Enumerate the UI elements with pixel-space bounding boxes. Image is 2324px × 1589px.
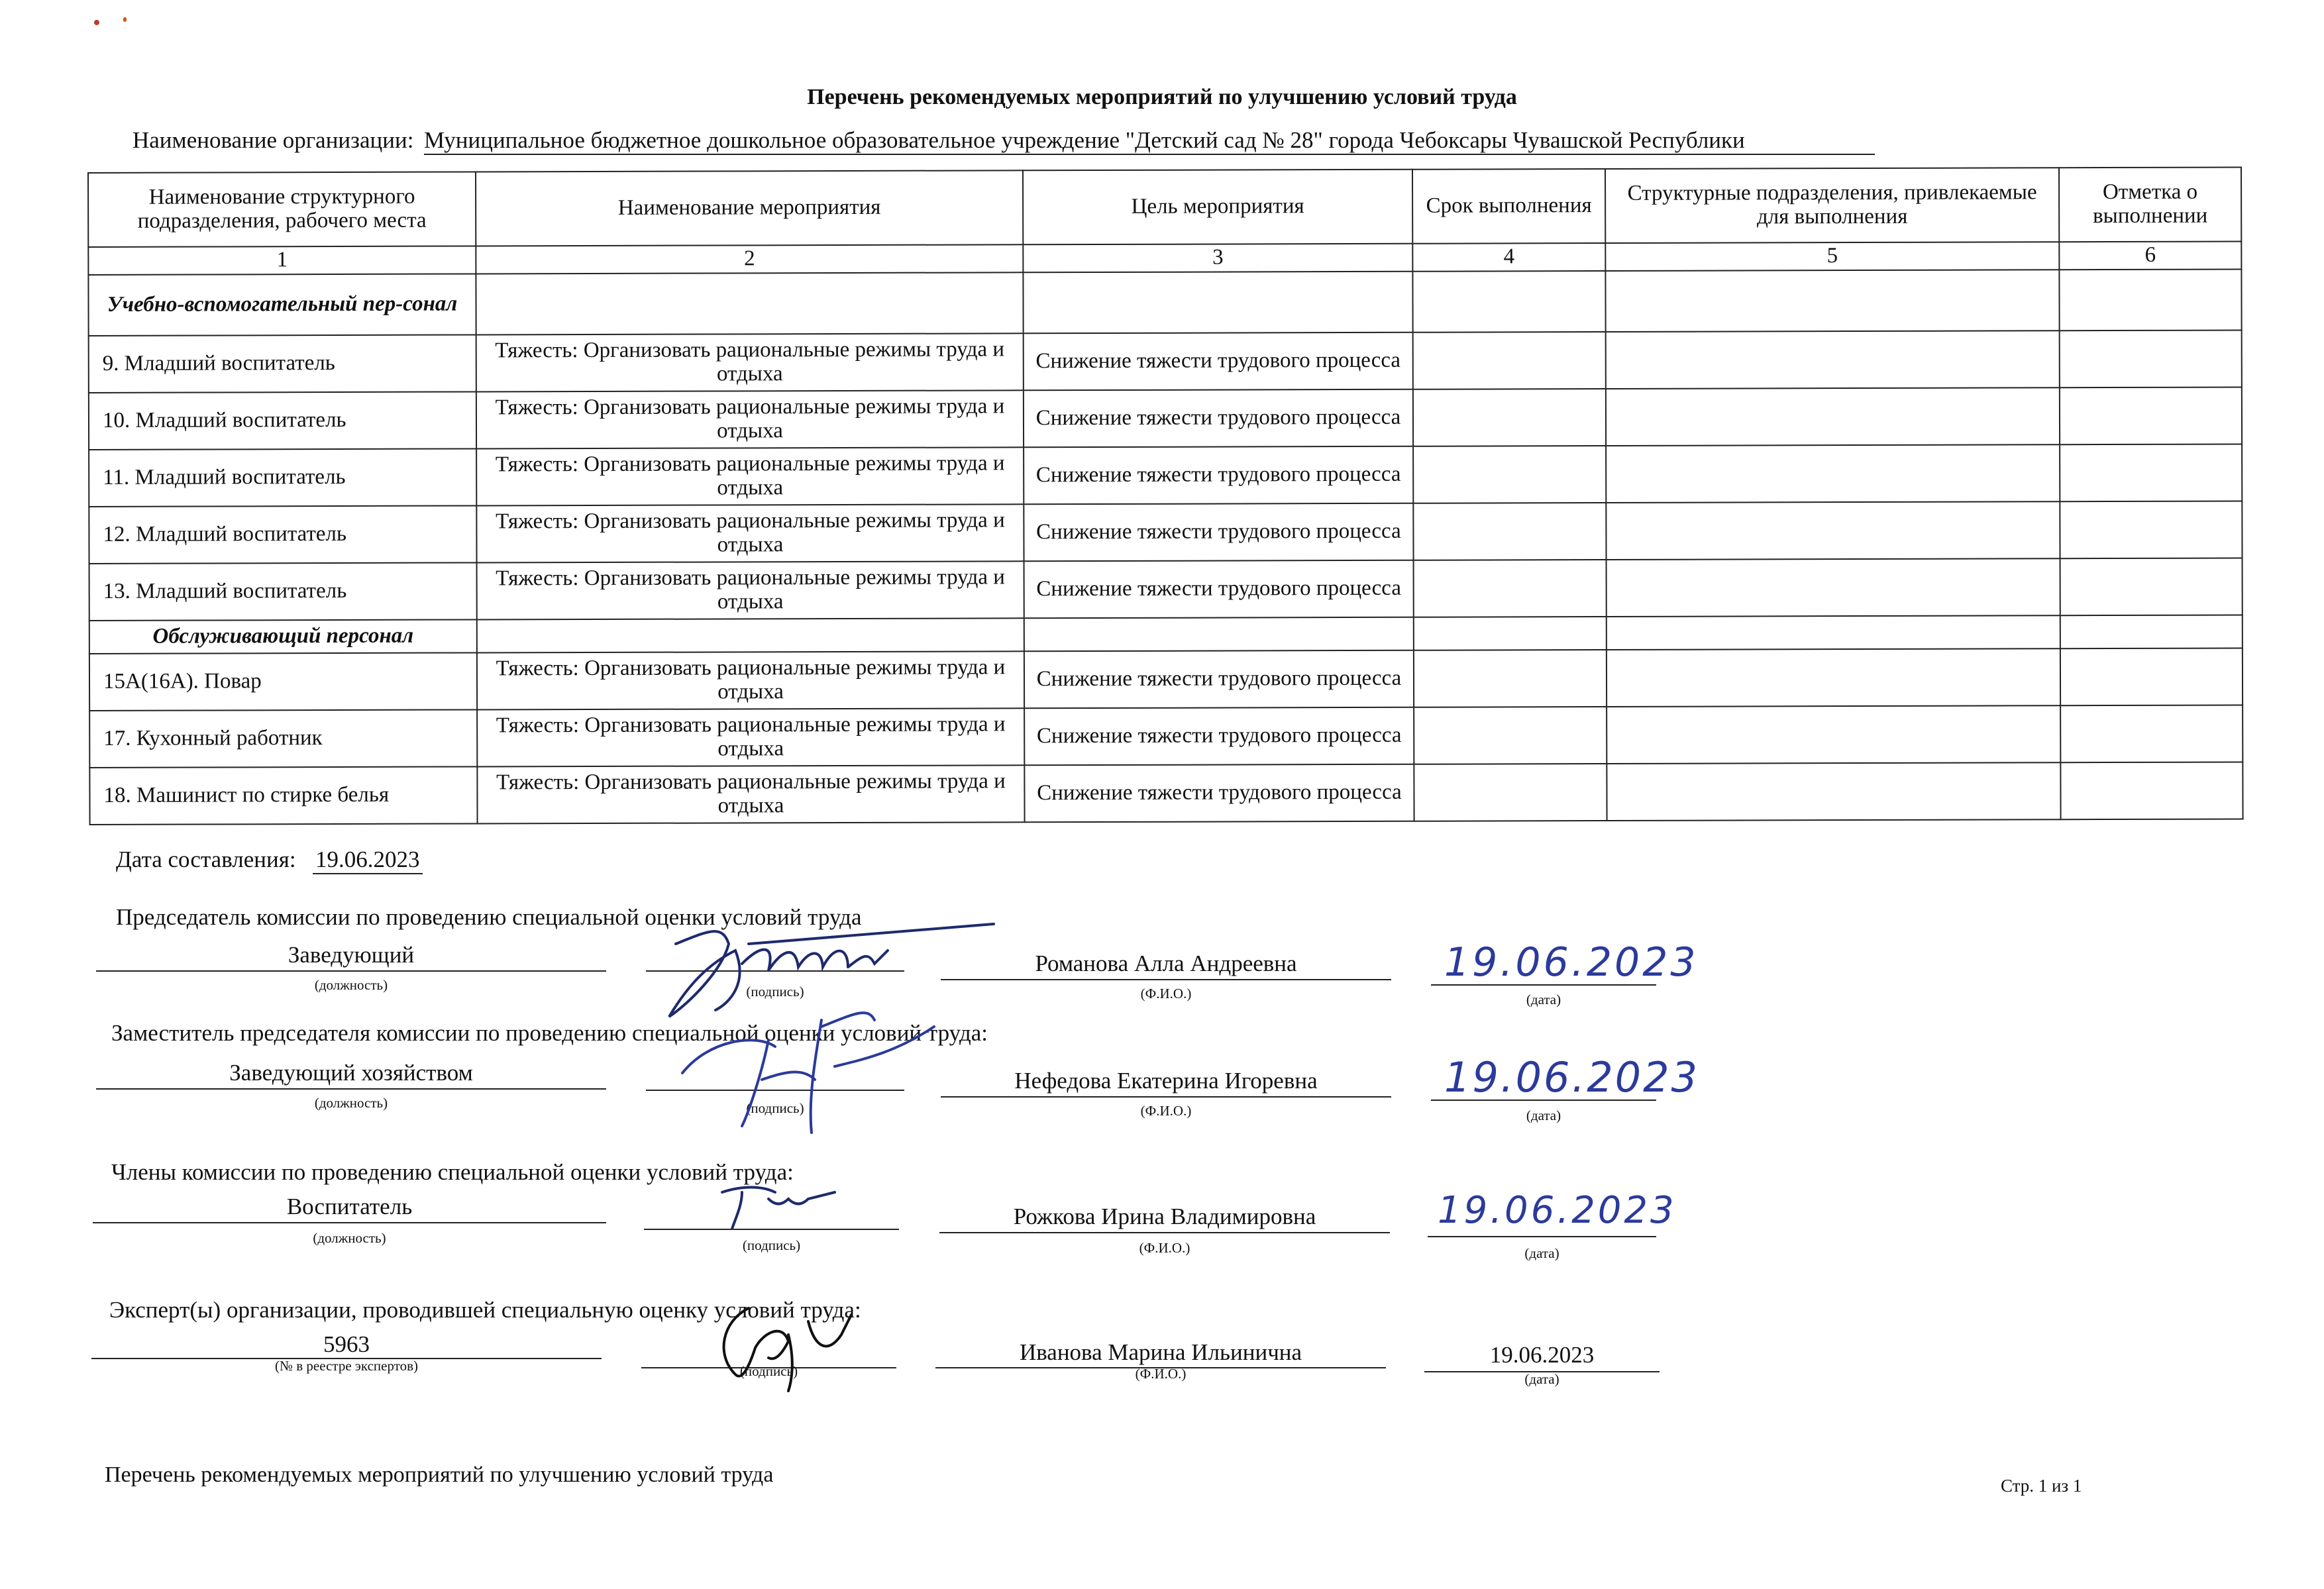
deputy-name-caption: (Ф.И.О.) bbox=[1140, 1103, 1192, 1119]
column-number: 4 bbox=[1412, 243, 1605, 272]
table-row bbox=[89, 558, 2243, 621]
measure-cell: Тяжесть: Организовать рациональные режимы труда и отдыха bbox=[476, 390, 1024, 448]
expert-signature-caption: (подпись) bbox=[739, 1363, 798, 1379]
members-name: Рожкова Ирина Владимировна bbox=[1013, 1204, 1316, 1229]
members-position: Воспитатель bbox=[286, 1194, 413, 1219]
scan-speck bbox=[94, 20, 99, 25]
table-row bbox=[89, 762, 2243, 825]
goal-cell: Снижение тяжести трудового процесса bbox=[1024, 650, 1414, 709]
expert-name-line bbox=[935, 1337, 1386, 1368]
workplace-cell: 10. Младший воспитатель bbox=[89, 391, 476, 450]
footer-text: Перечень рекомендуемых мероприятий по улучшению условий труда bbox=[105, 1462, 774, 1487]
members-date: 19.06.2023 bbox=[1438, 1189, 1677, 1232]
date-compiled-value: 19.06.2023 bbox=[313, 846, 423, 874]
measure-cell: Тяжесть: Организовать рациональные режимы труда и отдыха bbox=[477, 708, 1024, 766]
page-number: Стр. 1 из 1 bbox=[2001, 1476, 2082, 1496]
chair-position-caption: (должность) bbox=[314, 977, 388, 993]
section-row bbox=[88, 269, 2241, 336]
members-name-line bbox=[939, 1201, 1390, 1233]
measures-table bbox=[87, 166, 2244, 825]
expert-signature-image bbox=[709, 1295, 861, 1394]
workplace-cell: 17. Кухонный работник bbox=[89, 709, 477, 768]
measure-cell: Тяжесть: Организовать рациональные режимы труда и отдыха bbox=[477, 561, 1024, 619]
measure-cell: Тяжесть: Организовать рациональные режимы труда и отдыха bbox=[477, 765, 1024, 823]
members-date-caption: (дата) bbox=[1524, 1245, 1559, 1261]
workplace-cell: 9. Младший воспитатель bbox=[89, 334, 476, 393]
chair-position: Заведующий bbox=[288, 942, 415, 968]
chair-name: Романова Алла Андреевна bbox=[1035, 950, 1297, 976]
measure-cell: Тяжесть: Организовать рациональные режимы труда и отдыха bbox=[476, 504, 1024, 562]
deputy-date: 19.06.2023 bbox=[1444, 1053, 1699, 1102]
column-number: 2 bbox=[476, 244, 1023, 274]
goal-cell: Снижение тяжести трудового процесса bbox=[1024, 446, 1413, 505]
members-position-line bbox=[93, 1191, 606, 1223]
members-heading: Члены комиссии по проведению специальной оценки условий труда: bbox=[111, 1159, 794, 1185]
page-title: Перечень рекомендуемых мероприятий по улучшению условий труда bbox=[807, 85, 1517, 109]
header-goal: Цель мероприятия bbox=[1023, 170, 1412, 245]
expert-date-line bbox=[1424, 1339, 1660, 1372]
header-departments: Структурные подразделения, привлекаемые для выполнения bbox=[1605, 168, 2059, 243]
table-row bbox=[89, 387, 2242, 450]
deputy-date-caption: (дата) bbox=[1526, 1107, 1561, 1123]
deputy-heading: Заместитель председателя комиссии по проведению специальной оценки условий труда: bbox=[111, 1020, 988, 1046]
expert-name: Иванова Марина Ильинична bbox=[1019, 1339, 1302, 1365]
goal-cell: Снижение тяжести трудового процесса bbox=[1024, 560, 1414, 619]
header-measure: Наименование мероприятия bbox=[476, 170, 1023, 246]
deputy-signature-image bbox=[669, 1000, 947, 1139]
table-row bbox=[89, 501, 2242, 564]
header-deadline: Срок выполнения bbox=[1412, 169, 1605, 244]
deputy-position: Заведующий хозяйством bbox=[229, 1060, 473, 1086]
expert-heading: Эксперт(ы) организации, проводившей специальную оценку условий труда: bbox=[109, 1297, 861, 1323]
deputy-name: Нефедова Екатерина Игоревна bbox=[1014, 1068, 1318, 1094]
measure-cell: Тяжесть: Организовать рациональные режимы труда и отдыха bbox=[476, 333, 1024, 391]
members-signature-caption: (подпись) bbox=[742, 1237, 801, 1253]
table-row bbox=[89, 444, 2242, 507]
org-name: Муниципальное бюджетное дошкольное образовательное учреждение "Детский сад № 28" города Чебоксары Чувашской Республики bbox=[424, 127, 1875, 155]
section-row bbox=[89, 615, 2243, 654]
expert-registry-caption: (№ в реестре экспертов) bbox=[274, 1358, 419, 1374]
measure-cell: Тяжесть: Организовать рациональные режимы труда и отдыха bbox=[477, 651, 1024, 709]
table-row bbox=[89, 330, 2242, 393]
scan-speck bbox=[123, 17, 127, 22]
expert-date-caption: (дата) bbox=[1524, 1371, 1559, 1387]
header-place: Наименование структурного подразделения, рабочего места bbox=[88, 172, 476, 247]
goal-cell: Снижение тяжести трудового процесса bbox=[1024, 503, 1413, 562]
workplace-cell: 18. Машинист по стирке белья bbox=[89, 766, 477, 825]
expert-registry-line bbox=[91, 1329, 602, 1359]
workplace-cell: 12. Младший воспитатель bbox=[89, 505, 476, 564]
chair-date: 19.06.2023 bbox=[1444, 939, 1699, 986]
chair-signature-caption: (подпись) bbox=[746, 984, 804, 1000]
goal-cell: Снижение тяжести трудового процесса bbox=[1024, 389, 1413, 448]
goal-cell: Снижение тяжести трудового процесса bbox=[1024, 764, 1414, 823]
column-number: 3 bbox=[1023, 244, 1412, 273]
table-row bbox=[89, 705, 2243, 768]
chair-heading: Председатель комиссии по проведению специальной оценки условий труда bbox=[116, 904, 862, 930]
goal-cell: Снижение тяжести трудового процесса bbox=[1024, 707, 1414, 766]
column-number: 6 bbox=[2059, 241, 2241, 270]
org-label: Наименование организации: bbox=[132, 127, 414, 153]
workplace-cell: 11. Младший воспитатель bbox=[89, 448, 476, 507]
expert-date: 19.06.2023 bbox=[1489, 1342, 1595, 1368]
date-compiled-label: Дата составления: bbox=[116, 846, 296, 872]
members-name-caption: (Ф.И.О.) bbox=[1139, 1240, 1190, 1256]
workplace-cell: 13. Младший воспитатель bbox=[89, 562, 477, 621]
deputy-signature-caption: (подпись) bbox=[746, 1100, 804, 1116]
chair-date-caption: (дата) bbox=[1526, 992, 1561, 1007]
expert-name-caption: (Ф.И.О.) bbox=[1135, 1366, 1187, 1382]
table-header-row bbox=[88, 167, 2241, 247]
members-position-caption: (должность) bbox=[313, 1230, 386, 1246]
workplace-cell: 15А(16А). Повар bbox=[89, 652, 477, 711]
goal-cell: Снижение тяжести трудового процесса bbox=[1024, 333, 1413, 391]
section-title: Учебно-вспомогательный пер-сонал bbox=[88, 274, 476, 336]
section-title: Обслуживающий персонал bbox=[89, 619, 477, 654]
column-number: 1 bbox=[88, 246, 476, 275]
header-completion: Отметка о выполнении bbox=[2059, 167, 2241, 242]
chair-position-line bbox=[96, 939, 606, 972]
deputy-position-caption: (должность) bbox=[314, 1095, 388, 1111]
table-row bbox=[89, 648, 2243, 711]
column-number: 5 bbox=[1605, 242, 2059, 271]
members-signature-image bbox=[715, 1172, 848, 1232]
measure-cell: Тяжесть: Организовать рациональные режимы труда и отдыха bbox=[476, 447, 1024, 505]
deputy-position-line bbox=[96, 1057, 606, 1090]
chair-name-caption: (Ф.И.О.) bbox=[1140, 986, 1192, 1001]
deputy-name-line bbox=[941, 1065, 1391, 1098]
expert-registry-number: 5963 bbox=[323, 1331, 370, 1357]
